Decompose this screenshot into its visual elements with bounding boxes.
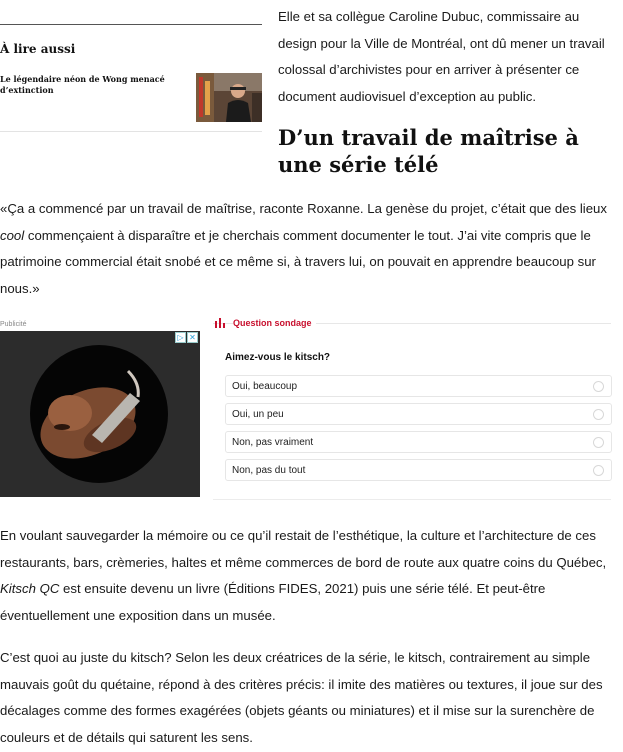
radio-icon[interactable]	[593, 465, 604, 476]
ad-image	[0, 331, 200, 497]
poll-option-label: Non, pas du tout	[232, 465, 306, 476]
radio-icon[interactable]	[593, 437, 604, 448]
poll-option-non-pas-du-tout[interactable]	[225, 459, 612, 481]
aside-bottom-divider	[0, 131, 262, 132]
ad-close-icon[interactable]: ✕	[187, 332, 198, 343]
poll-header-label: Question sondage	[233, 318, 316, 328]
radio-icon[interactable]	[593, 381, 604, 392]
poll-bottom-divider	[213, 499, 611, 500]
body-paragraph-2	[0, 523, 618, 629]
ad-info-icon[interactable]: ▷	[175, 332, 186, 343]
poll-option-label: Non, pas vraiment	[232, 437, 314, 448]
radio-icon[interactable]	[593, 409, 604, 420]
poll-option-label: Oui, beaucoup	[232, 381, 298, 392]
advertisement[interactable]	[0, 331, 200, 497]
paragraph-1-emphasis: cool	[0, 227, 25, 243]
paragraph-2-text-end: est ensuite devenu un livre (Éditions FIDES, 2021) puis une série télé. Et peut-être éventuellement une exposition dans un musée.	[0, 581, 546, 623]
paragraph-2-emphasis: Kitsch QC	[0, 581, 60, 596]
bar-chart-icon	[215, 318, 225, 328]
section-heading: D’un travail de maîtrise à une série télé	[278, 125, 579, 177]
poll-option-oui-beaucoup[interactable]	[225, 375, 612, 397]
intro-paragraph: Elle et sa collègue Caroline Dubuc, commissaire au design pour la Ville de Montréal, ont dû mener un travail colossal d’archivistes pour en arriver à présenter ce document audiovisuel d’exception au public.	[278, 9, 605, 104]
related-article-link[interactable]: Le légendaire néon de Wong menacé d’extinction	[0, 74, 165, 95]
ad-badges	[175, 332, 198, 343]
poll-option-non-pas-vraiment[interactable]	[225, 431, 612, 453]
poll-option-label: Oui, un peu	[232, 409, 284, 420]
paragraph-1-text-start: «Ça a commencé par un travail de maîtrise, raconte Roxanne. La genèse du projet, c’était que des lieux	[0, 201, 607, 216]
related-article-photo	[196, 73, 262, 122]
paragraph-2-text-start: En voulant sauvegarder la mémoire ou ce qu’il restait de l’esthétique, la culture et l’architecture de ces restaurants, bars, crèmeries, haltes et même commerces de bord de route aux quatre coins du Québec,	[0, 528, 607, 570]
poll-widget	[213, 314, 611, 500]
paragraph-1-text-end: commençaient à disparaître et je cherchais comment documenter le tout. J’ai vite compris que le patrimoine commercial était snobé et ce même si, à travers lui, on pouvait en apprendre beaucoup sur nous.»	[0, 227, 596, 296]
related-article-thumbnail[interactable]	[196, 73, 262, 122]
body-paragraph-3: C’est quoi au juste du kitsch? Selon les deux créatrices de la série, le kitsch, contrairement au simple mauvais goût du quétaine, répond à des critères précis: il imite des matières ou textures, il joue sur des décalages comme des formes exagérées (objets géants ou miniatures) et il mise sur la surenchère de couleurs et de détails qui saturent les sens.	[0, 650, 603, 745]
aside-top-divider	[0, 24, 262, 25]
body-paragraph-1	[0, 196, 618, 302]
poll-option-oui-un-peu[interactable]	[225, 403, 612, 425]
poll-question: Aimez-vous le kitsch?	[225, 352, 331, 363]
aside-title: À lire aussi	[0, 42, 76, 56]
ad-label: Publicité	[0, 321, 27, 328]
